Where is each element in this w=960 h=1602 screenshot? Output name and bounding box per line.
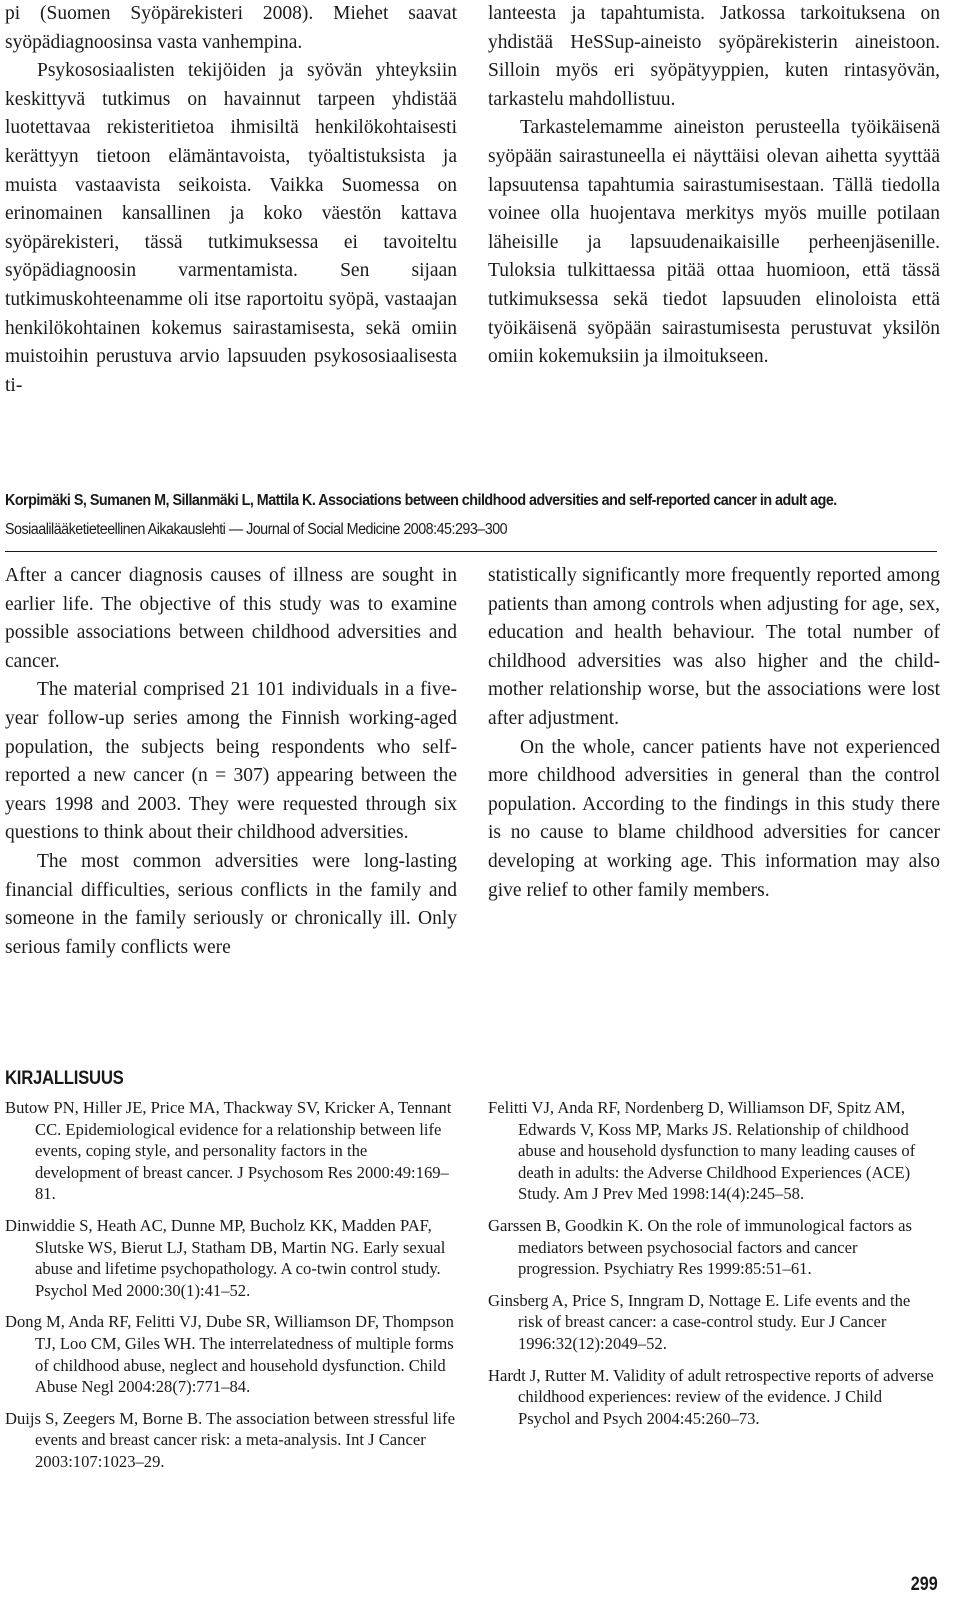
section-divider (5, 551, 937, 552)
finnish-paragraph: pi (Suomen Syöpärekisteri 2008). Miehet saavat syöpädiagnoosinsa vasta vanhempina. (5, 3, 457, 53)
references-heading: KIRJALLISUUS (5, 1068, 124, 1089)
reference-entry: Ginsberg A, Price S, Inngram D, Nottage E. Life events and the risk of breast cancer: a case-control study. Eur J Cancer 1996:32(12):2049–52. (488, 1290, 911, 1353)
abstract-paragraph: statistically significantly more frequently reported among patients than among controls when adjusting for age, sex, education and health behaviour. The total number of childhood adversities was also higher and the child-mother relationship worse, but the associations were lost after adjustment. (488, 565, 940, 729)
abstract-paragraph: The most common adversities were long-lasting financial difficulties, serious conflicts in the family and someone in the family seriously or chronically ill. Only serious family conflicts were (5, 850, 457, 958)
abstract-paragraph: The material comprised 21 101 individuals in a five-year follow-up series among the Finnish working-aged population, the subjects being respondents who self-reported a new cancer (n = 307) appearing between the years 1998 and 2003. They were requested through six questions to think about their childhood adversities. (5, 679, 457, 844)
reference-entry: Dinwiddie S, Heath AC, Dunne MP, Bucholz KK, Madden PAF, Slutske WS, Bierut LJ, Statham DB, Martin NG. Early sexual abuse and lifetime psychopathology. A co-twin control study. Psychol Med 2000:30(1):41–52. (5, 1215, 446, 1300)
references-left-column (5, 1097, 457, 1483)
finnish-text-left-column (5, 0, 457, 400)
abstract-left-column (5, 562, 457, 962)
article-authors-title: Korpimäki S, Sumanen M, Sillanmäki L, Mattila K. Associations between childhood adversities and self-reported cancer in adult age. (5, 492, 837, 509)
abstract-right-column (488, 562, 940, 905)
finnish-paragraph: Psykososiaalisten tekijöiden ja syövän yhteyksiin keskittyvä tutkimus on havainnut tarpeen yhdistää luotettavaa rekisteritietoa ihmisiltä henkilökohtaisesti kerättyyn tietoon elämäntavoista, työaltistuksista ja muista vastaavista seikoista. Vaikka Suomessa on erinomainen kansallinen ja koko väestön kattava syöpärekisteri, tässä tutkimuksessa ei tavoiteltu syöpädiagnoosin varmentamista. Sen sijaan tutkimuskohteenamme oli itse raportoitu syöpä, vastaajan henkilökohtainen kokemus sairastamisesta, sekä omiin muistoihin perustuva arvio lapsuuden psykososiaalisesta ti- (5, 60, 457, 396)
article-journal-line: Sosiaalilääketieteellinen Aikakauslehti — Journal of Social Medicine 2008:45:293–300 (5, 521, 508, 538)
finnish-paragraph: Tarkastelemamme aineiston perusteella työikäisenä syöpään sairastuneella ei näyttäisi olevan aihetta syyttää lapsuutensa tapahtumia sairastumisestaan. Tällä tiedolla voinee olla huojentava merkitys myös muille potilaan läheisille ja lapsuudenaikaisille perheenjäsenille. Tuloksia tulkittaessa pitää ottaa huomioon, että tässä tutkimuksessa sekä tiedot lapsuuden elinoloista että työikäisenä syöpään sairastumisesta perustuvat yksilön omiin kokemuksiin ja ilmoitukseen. (488, 117, 940, 368)
abstract-paragraph: After a cancer diagnosis causes of illness are sought in earlier life. The objective of this study was to examine possible associations between childhood adversities and cancer. (5, 565, 457, 672)
article-reference (5, 486, 884, 544)
finnish-text-right-column (488, 0, 940, 372)
reference-entry: Garssen B, Goodkin K. On the role of immunological factors as mediators between psychosocial factors and cancer progression. Psychiatry Res 1999:85:51–61. (488, 1215, 912, 1279)
reference-entry: Duijs S, Zeegers M, Borne B. The association between stressful life events and breast cancer risk: a meta-analysis. Int J Cancer 2003:107:1023–29. (5, 1408, 455, 1471)
references-right-column (488, 1097, 938, 1439)
finnish-paragraph: lanteesta ja tapahtumista. Jatkossa tarkoituksena on yhdistää HeSSup-aineisto syöpärekisterin aineistoon. Silloin myös eri syöpätyyppien, kuten rintasyövän, tarkastelu mahdollistuu. (488, 3, 940, 110)
reference-entry: Hardt J, Rutter M. Validity of adult retrospective reports of adverse childhood experiences: review of the evidence. J Child Psychol and Psych 2004:45:260–73. (488, 1365, 934, 1428)
abstract-paragraph: On the whole, cancer patients have not experienced more childhood adversities in general than the control population. According to the findings in this study there is no cause to blame childhood adversities for cancer developing at working age. This information may also give relief to other family members. (488, 736, 940, 901)
page-number: 299 (911, 1574, 938, 1595)
reference-entry: Felitti VJ, Anda RF, Nordenberg D, Williamson DF, Spitz AM, Edwards V, Koss MP, Marks JS. Relationship of childhood abuse and household dysfunction to many leading causes of death in adults: the Adverse Childhood Experiences (ACE) Study. Am J Prev Med 1998:14(4):245–58. (488, 1098, 916, 1204)
reference-entry: Butow PN, Hiller JE, Price MA, Thackway SV, Kricker A, Tennant CC. Epidemiological evidence for a relationship between life events, coping style, and personality factors in the development of breast cancer. J Psychosom Res 2000:49:169–81. (5, 1098, 452, 1204)
reference-entry: Dong M, Anda RF, Felitti VJ, Dube SR, Williamson DF, Thompson TJ, Loo CM, Giles WH. The interrelatedness of multiple forms of childhood abuse, neglect and household dysfunction. Child Abuse Negl 2004:28(7):771–84. (5, 1312, 454, 1397)
